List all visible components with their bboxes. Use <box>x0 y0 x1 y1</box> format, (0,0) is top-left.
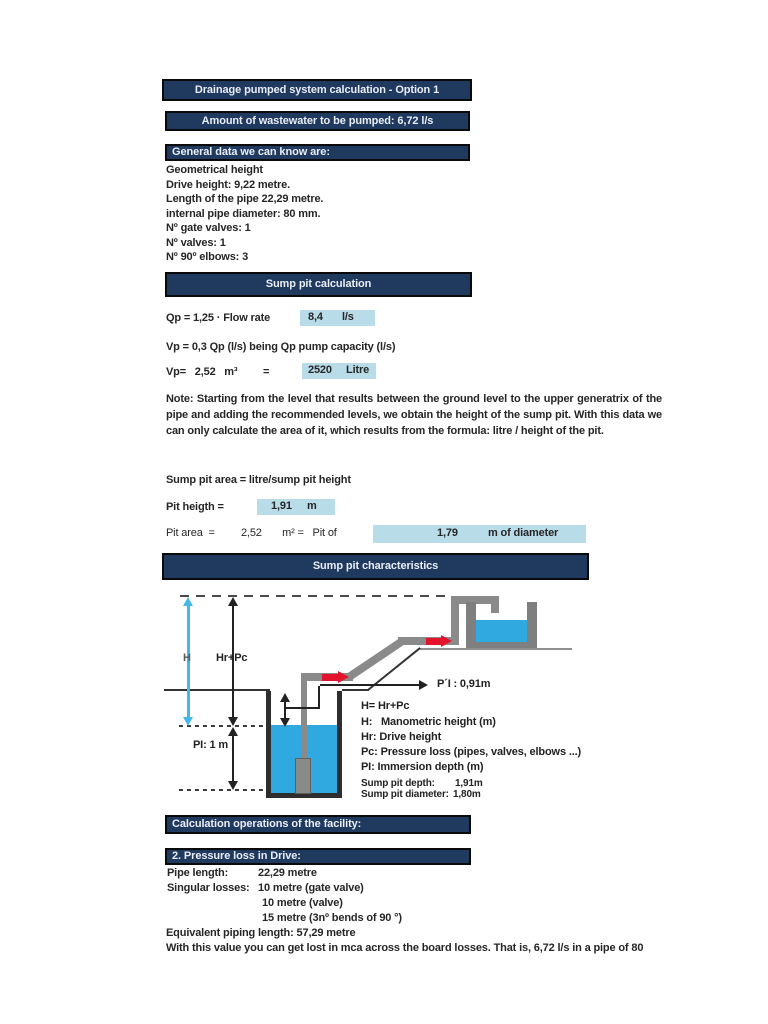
pi-arrow-down-icon <box>228 781 238 790</box>
pprime-label: P´I : 0,91m <box>437 678 491 690</box>
discharge-pipe-diagonal <box>347 639 404 681</box>
vp-equals: = <box>263 366 270 378</box>
legend-line-1: H= Hr+Pc <box>361 700 410 712</box>
pit-height-cell <box>257 499 335 515</box>
elbows-line: Nº 90º elbows: 3 <box>166 251 249 263</box>
sump-pit-characteristics-bar <box>162 553 589 580</box>
qp-value: 8,4 <box>308 311 323 323</box>
sump-pit-depth-value: 1,91m <box>455 778 483 789</box>
submersible-pump <box>295 758 311 794</box>
singular-losses-value-3: 15 metre (3nº bends of 90 °) <box>262 912 402 924</box>
pi-label: PI: 1 m <box>193 739 229 751</box>
pit-height-label: Pit heigth = <box>166 501 224 513</box>
discharge-pipe-riser <box>451 597 459 645</box>
h-label: H <box>183 652 191 664</box>
pit-height-value: 1,91 <box>271 500 292 512</box>
flow-arrow-1-shaft <box>322 674 338 681</box>
title-bar <box>162 79 472 101</box>
sump-pit-area-formula: Sump pit area = litre/sump pit height <box>166 474 351 486</box>
calc-operations-label: Calculation operations of the facility: <box>172 818 362 830</box>
upper-level-dashed-line <box>180 595 452 597</box>
pit-bottom-dashed-line <box>179 789 268 791</box>
vp-label: Vp= 2,52 m³ <box>166 366 238 378</box>
title-bar-label: Drainage pumped system calculation - Option 1 <box>194 84 440 96</box>
singular-losses-label: Singular losses: <box>167 882 250 894</box>
flow-arrow-1-icon <box>338 671 349 683</box>
pressure-loss-bar <box>165 848 471 865</box>
level-connector-h <box>286 707 320 709</box>
tank-water <box>476 620 527 642</box>
vp-litre-cell <box>302 363 376 379</box>
vp-litre-unit: Litre <box>346 364 370 376</box>
pipe-length-value: 22,29 metre <box>258 867 317 879</box>
sump-pit-calculation-label: Sump pit calculation <box>265 278 372 290</box>
sump-pit-calculation-bar <box>165 272 472 297</box>
pipe-diameter-line: internal pipe diameter: 80 mm. <box>166 208 321 220</box>
pressure-loss-label: 2. Pressure loss in Drive: <box>172 850 301 862</box>
footer-line: With this value you can get lost in mca across the board losses. That is, 6,72 l/s in a pipe of 80 <box>166 942 644 954</box>
pi-arrow-up-icon <box>228 727 238 736</box>
ground-line-right <box>420 648 572 650</box>
sump-pit-diameter-value: 1,80m <box>453 789 481 800</box>
drive-height-line: Drive height: 9,22 metre. <box>166 179 291 191</box>
general-data-bar-label: General data we can know are: <box>172 146 330 158</box>
pit-diameter-value: 1,79 <box>437 527 458 539</box>
level-arrow-up-icon <box>280 693 290 702</box>
legend-line-5: PI: Immersion depth (m) <box>361 761 484 773</box>
amount-bar <box>165 111 470 131</box>
pprime-arrow-line <box>320 684 420 686</box>
pi-arrow-shaft <box>232 733 234 783</box>
pit-height-unit: m <box>307 500 317 512</box>
level-arrow-down-icon <box>280 718 290 727</box>
flow-arrow-2-shaft <box>426 638 441 645</box>
legend-line-3: Hr: Drive height <box>361 731 442 743</box>
hrpc-label: Hr+Pc <box>216 652 248 664</box>
sump-pit-depth-label: Sump pit depth: <box>361 778 435 789</box>
singular-losses-value-2: 10 metre (valve) <box>262 897 343 909</box>
calc-operations-bar <box>165 815 471 834</box>
qp-formula: Qp = 1,25 · Flow rate <box>166 312 271 324</box>
h-arrow-up-icon <box>183 597 193 606</box>
pump-riser-pipe <box>301 676 307 761</box>
legend-line-4: Pc: Pressure loss (pipes, valves, elbows ...) <box>361 746 582 758</box>
hrpc-arrow-down-icon <box>228 717 238 726</box>
level-arrow-shaft <box>284 699 286 720</box>
note-paragraph: Note: Starting from the level that results between the ground level to the upper generatrix of the pipe and adding the recommended levels, we obtain the height of the sump pit. With this data we can only calculate the area of it, which results from the formula: litre / height of the pit. <box>166 393 662 437</box>
amount-bar-label: Amount of wastewater to be pumped: 6,72 l/s <box>201 115 434 127</box>
hrpc-arrow-up-icon <box>228 597 238 606</box>
pit-area-label: Pit area = 2,52 m² = Pit of <box>166 527 337 539</box>
qp-result-cell <box>300 310 375 326</box>
geometrical-height-heading: Geometrical height <box>166 164 263 176</box>
equivalent-length-line: Equivalent piping length: 57,29 metre <box>166 927 356 939</box>
valves-line: Nº valves: 1 <box>166 237 226 249</box>
flow-arrow-2-icon <box>441 635 452 647</box>
level-connector-v <box>318 686 320 708</box>
pit-rim-line <box>342 689 369 691</box>
ground-line-left <box>164 689 270 691</box>
general-data-bar <box>165 144 470 161</box>
pit-diameter-cell <box>373 525 586 543</box>
pit-diameter-unit: m of diameter <box>488 527 559 539</box>
singular-losses-value-1: 10 metre (gate valve) <box>258 882 364 894</box>
qp-unit: l/s <box>342 311 354 323</box>
vp-litre-value: 2520 <box>308 364 332 376</box>
sump-pit-characteristics-label: Sump pit characteristics <box>312 560 439 572</box>
vp-formula: Vp = 0,3 Qp (l/s) being Qp pump capacity (l/s) <box>166 341 396 353</box>
pipe-length-line: Length of the pipe 22,29 metre. <box>166 193 324 205</box>
pprime-arrow-icon <box>419 680 428 690</box>
pit-right-wall <box>337 691 342 798</box>
legend-line-2: H: Manometric height (m) <box>361 716 496 728</box>
pipe-length-label: Pipe length: <box>167 867 229 879</box>
sump-pit-diameter-label: Sump pit diameter: <box>361 789 449 800</box>
discharge-pipe-hook <box>491 596 499 613</box>
gate-valves-line: Nº gate valves: 1 <box>166 222 251 234</box>
h-arrow-down-icon <box>183 717 193 726</box>
